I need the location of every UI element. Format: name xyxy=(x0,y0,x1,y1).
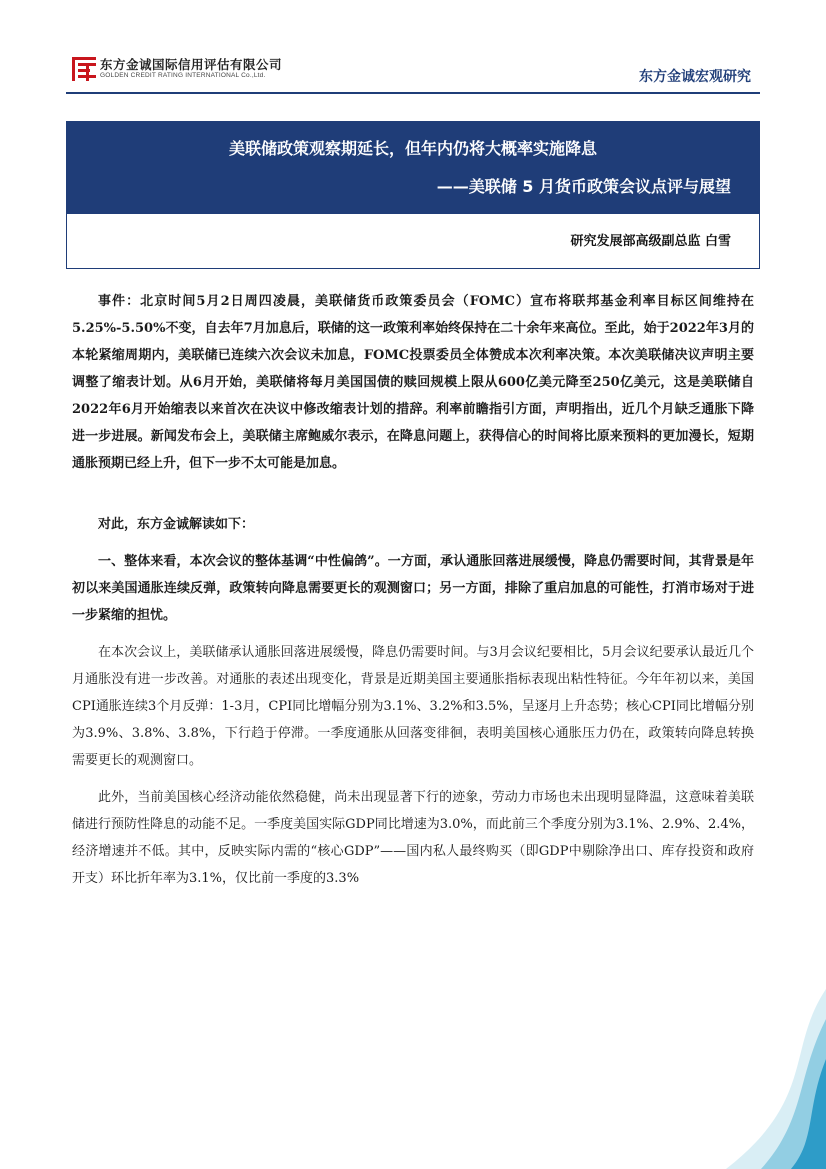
page-number: 1 xyxy=(771,1094,778,1106)
report-title-box xyxy=(66,121,760,269)
header-report-series: 东方金诚宏观研究 xyxy=(639,69,751,85)
point-one-paragraph: 一、整体来看，本次会议的整体基调“中性偏鸽”。一方面，承认通胀回落进展缓慢，降息仍需要时间，其背景是年初以来美国通胀连续反弹，政策转向降息需要更长的观测窗口；另一方面，排除了重启加息的可能性，打消市场对于进一步紧缩的担忧。 xyxy=(72,554,754,623)
title-band xyxy=(67,122,759,214)
report-title: 美联储政策观察期延长，但年内仍将大概率实施降息 xyxy=(228,139,597,158)
header-divider xyxy=(66,92,760,94)
report-author: 研究发展部高级副总监 白雪 xyxy=(570,234,731,249)
body-paragraph: 在本次会议上，美联储承认通胀回落进展缓慢，降息仍需要时间。与3月会议纪要相比，5月会议纪要承认最近几个月通胀没有进一步改善。对通胀的表述出现变化，背景是近期美国主要通胀指标表现出粘性特征。今年年初以来，美国CPI通胀连续3个月反弹：1-3月，CPI同比增幅分别为3.1%、3.2%和3.5%，呈逐月上升态势；核心CPI同比增幅分别为3.9%、3.8%、3.8%，下行趋于停滞。一季度通胀从回落变徘徊，表明美国核心通胀压力仍在，政策转向降息转换需要更长的观测窗口。 xyxy=(72,645,754,768)
report-body xyxy=(72,288,754,892)
event-paragraph: 事件：北京时间5月2日周四凌晨，美联储货币政策委员会（FOMC）宣布将联邦基金利率目标区间维持在5.25%-5.50%不变，自去年7月加息后，联储的这一政策利率始终保持在二十余年来高位。至此，始于2022年3月的本轮紧缩周期内，美联储已连续六次会议未加息，FOMC投票委员全体赞成本次利率决策。本次美联储决议声明主要调整了缩表计划。从6月开始，美联储将每月美国国债的赎回规模上限从600亿美元降至250亿美元，这是美联储自2022年6月开始缩表以来首次在决议中修改缩表计划的措辞。利率前瞻指引方面，声明指出，近几个月缺乏通胀下降进一步进展。新闻发布会上，美联储主席鲍威尔表示，在降息问题上，获得信心的时间将比原来预料的更加漫长，短期通胀预期已经上升，但下一步不太可能是加息。 xyxy=(72,294,754,471)
logo-chinese-name: 东方金诚国际信用评估有限公司 xyxy=(100,57,283,72)
page-header xyxy=(0,0,826,98)
body-paragraph: 此外，当前美国核心经济动能依然稳健，尚未出现显著下行的迹象，劳动力市场也未出现明显降温，这意味着美联储进行预防性降息的动能不足。一季度美国实际GDP同比增速为3.0%，而此前三个季度分别为3.1%、2.9%、2.4%，经济增速并不低。其中，反映实际内需的“核心GDP”——国内私人最终购买（即GDP中剔除净出口、库存投资和政府开支）环比折年率为3.1%，仅比前一季度的3.3% xyxy=(72,790,754,886)
interpretation-intro: 对此，东方金诚解读如下： xyxy=(98,517,255,532)
company-logo xyxy=(72,56,282,82)
logo-english-name: GOLDEN CREDIT RATING INTERNATIONAL Co.,Ltd. xyxy=(100,72,266,79)
corner-wave-decoration xyxy=(666,989,826,1169)
report-subtitle: ——美联储 5 月货币政策会议点评与展望 xyxy=(436,177,731,196)
logo-mark-icon xyxy=(72,57,96,81)
